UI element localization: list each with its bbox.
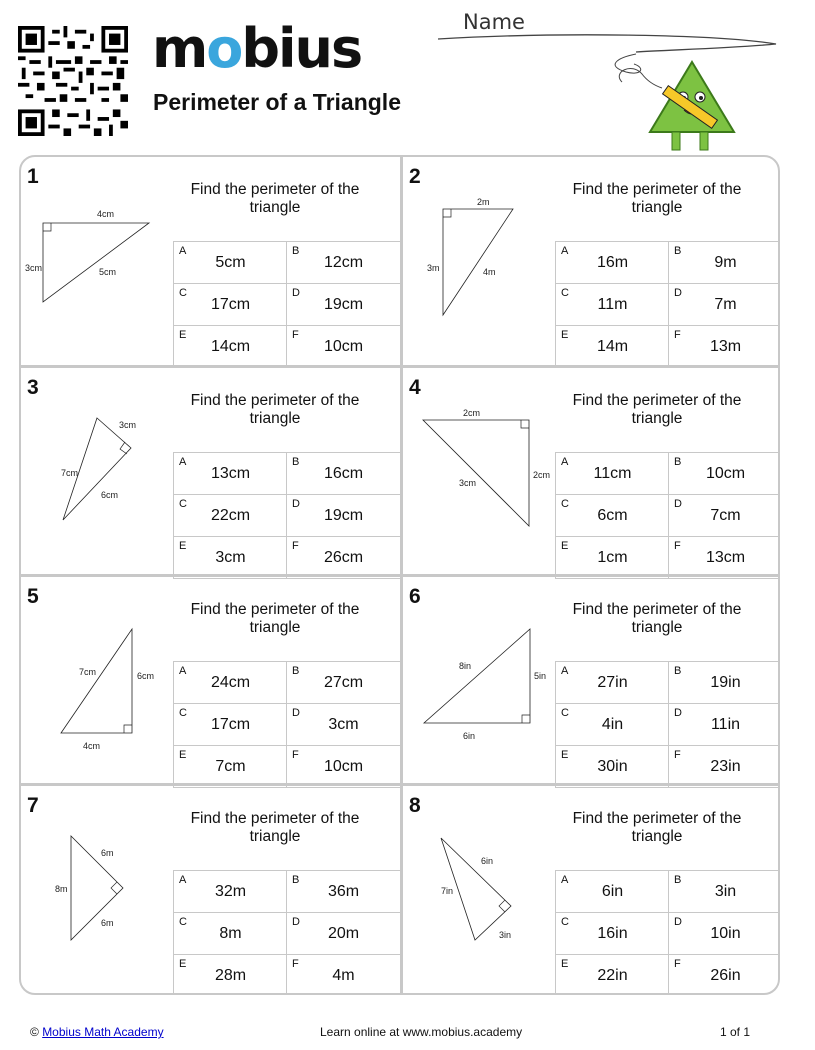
question-prompt: Find the perimeter of the triangle	[190, 810, 360, 845]
triangle-diagram	[403, 197, 553, 347]
answer-option[interactable]: B 9m	[668, 242, 780, 284]
question-number: 4	[409, 376, 421, 399]
question-2	[403, 157, 780, 365]
answer-option[interactable]: E 1cm	[555, 537, 669, 579]
answer-option[interactable]: D 3cm	[286, 704, 400, 746]
question-3	[21, 368, 400, 576]
triangle-diagram	[21, 826, 171, 976]
answer-option[interactable]: A 13cm	[173, 453, 287, 495]
footer-center-text: Learn online at www.mobius.academy	[320, 1025, 523, 1039]
question-prompt: Find the perimeter of the triangle	[190, 601, 360, 636]
question-prompt: Find the perimeter of the triangle	[190, 392, 360, 427]
svg-text:3cm: 3cm	[119, 420, 137, 430]
answer-grid	[555, 870, 780, 995]
question-number: 1	[27, 165, 39, 188]
question-number: 3	[27, 376, 39, 399]
question-8	[403, 786, 780, 994]
answer-option[interactable]: A 6in	[555, 871, 669, 913]
answer-option[interactable]: B 3in	[668, 871, 780, 913]
question-prompt: Find the perimeter of the triangle	[572, 181, 742, 216]
answer-option[interactable]: A 16m	[555, 242, 669, 284]
answer-option[interactable]: E 22in	[555, 955, 669, 995]
answer-option[interactable]: A 24cm	[173, 662, 287, 704]
answer-option[interactable]: C 17cm	[173, 704, 287, 746]
question-number: 8	[409, 794, 421, 817]
answer-option[interactable]: C 22cm	[173, 495, 287, 537]
svg-text:3cm: 3cm	[25, 263, 43, 273]
answer-option[interactable]: F 10cm	[286, 326, 400, 368]
name-label: Name	[463, 10, 525, 34]
triangle-diagram	[21, 408, 171, 558]
svg-text:2m: 2m	[477, 197, 490, 207]
answer-option[interactable]: F 13cm	[668, 537, 780, 579]
question-number: 2	[409, 165, 421, 188]
answer-option[interactable]: A 27in	[555, 662, 669, 704]
triangle-diagram	[21, 197, 171, 347]
answer-option[interactable]: C 8m	[173, 913, 287, 955]
question-4	[403, 368, 780, 576]
svg-text:2cm: 2cm	[533, 470, 551, 480]
answer-grid	[555, 452, 780, 578]
svg-text:6m: 6m	[101, 848, 114, 858]
question-1	[21, 157, 400, 365]
svg-text:2cm: 2cm	[463, 408, 481, 418]
answer-option[interactable]: B 12cm	[286, 242, 400, 284]
answer-option[interactable]: D 10in	[668, 913, 780, 955]
triangle-diagram	[403, 826, 553, 976]
svg-text:5cm: 5cm	[99, 267, 117, 277]
svg-text:6m: 6m	[101, 918, 114, 928]
answer-option[interactable]: D 7cm	[668, 495, 780, 537]
answer-grid	[173, 241, 401, 367]
answer-option[interactable]: B 27cm	[286, 662, 400, 704]
answer-option[interactable]: D 11in	[668, 704, 780, 746]
answer-option[interactable]: F 23in	[668, 746, 780, 788]
mobius-logo: mobius	[152, 17, 362, 80]
answer-grid	[173, 661, 401, 787]
svg-text:3in: 3in	[499, 930, 512, 940]
answer-option[interactable]: A 11cm	[555, 453, 669, 495]
answer-option[interactable]: A 5cm	[173, 242, 287, 284]
svg-text:6cm: 6cm	[101, 490, 119, 500]
page-title: Perimeter of a Triangle	[153, 89, 401, 115]
svg-text:4cm: 4cm	[83, 741, 101, 751]
svg-text:7cm: 7cm	[61, 468, 79, 478]
svg-text:7in: 7in	[441, 886, 454, 896]
answer-option[interactable]: F 26cm	[286, 537, 400, 579]
question-6	[403, 577, 780, 785]
mascot-icon	[612, 52, 742, 157]
answer-option[interactable]: C 17cm	[173, 284, 287, 326]
svg-text:4m: 4m	[483, 267, 496, 277]
answer-option[interactable]: C 16in	[555, 913, 669, 955]
footer-copyright: © Mobius Math Academy	[30, 1025, 164, 1039]
question-7	[21, 786, 400, 994]
svg-text:3cm: 3cm	[459, 478, 477, 488]
answer-option[interactable]: E 3cm	[173, 537, 287, 579]
svg-text:4cm: 4cm	[97, 209, 115, 219]
triangle-diagram	[403, 617, 553, 767]
answer-option[interactable]: B 16cm	[286, 453, 400, 495]
question-number: 7	[27, 794, 39, 817]
answer-option[interactable]: E 14m	[555, 326, 669, 368]
answer-option[interactable]: B 36m	[286, 871, 400, 913]
answer-option[interactable]: E 14cm	[173, 326, 287, 368]
page-number: 1 of 1	[720, 1025, 751, 1039]
answer-option[interactable]: C 4in	[555, 704, 669, 746]
question-prompt: Find the perimeter of the triangle	[572, 601, 742, 636]
question-grid	[19, 155, 780, 995]
answer-option[interactable]: C 11m	[555, 284, 669, 326]
question-prompt: Find the perimeter of the triangle	[190, 181, 360, 216]
question-prompt: Find the perimeter of the triangle	[572, 810, 742, 845]
mobius-link[interactable]: Mobius Math Academy	[42, 1025, 164, 1039]
answer-grid	[555, 661, 780, 787]
answer-grid	[173, 452, 401, 578]
answer-option[interactable]: D 7m	[668, 284, 780, 326]
qr-code	[18, 26, 128, 136]
answer-option[interactable]: F 26in	[668, 955, 780, 995]
triangle-diagram	[21, 617, 171, 767]
answer-option[interactable]: A 32m	[173, 871, 287, 913]
answer-option[interactable]: F 4m	[286, 955, 400, 995]
answer-option[interactable]: C 6cm	[555, 495, 669, 537]
answer-option[interactable]: E 30in	[555, 746, 669, 788]
question-number: 5	[27, 585, 39, 608]
answer-option[interactable]: F 13m	[668, 326, 780, 368]
answer-option[interactable]: D 20m	[286, 913, 400, 955]
answer-option[interactable]: E 7cm	[173, 746, 287, 788]
answer-option[interactable]: D 19cm	[286, 495, 400, 537]
answer-option[interactable]: D 19cm	[286, 284, 400, 326]
answer-grid	[173, 870, 401, 995]
svg-text:3m: 3m	[427, 263, 440, 273]
svg-text:8m: 8m	[55, 884, 68, 894]
question-5	[21, 577, 400, 785]
svg-text:7cm: 7cm	[79, 667, 97, 677]
answer-option[interactable]: F 10cm	[286, 746, 400, 788]
triangle-diagram	[403, 408, 553, 558]
answer-option[interactable]: E 28m	[173, 955, 287, 995]
answer-option[interactable]: B 19in	[668, 662, 780, 704]
question-number: 6	[409, 585, 421, 608]
svg-text:8in: 8in	[459, 661, 472, 671]
answer-grid	[555, 241, 780, 367]
svg-text:6in: 6in	[481, 856, 494, 866]
svg-text:6cm: 6cm	[137, 671, 155, 681]
svg-text:5in: 5in	[534, 671, 547, 681]
question-prompt: Find the perimeter of the triangle	[572, 392, 742, 427]
answer-option[interactable]: B 10cm	[668, 453, 780, 495]
svg-text:6in: 6in	[463, 731, 476, 741]
